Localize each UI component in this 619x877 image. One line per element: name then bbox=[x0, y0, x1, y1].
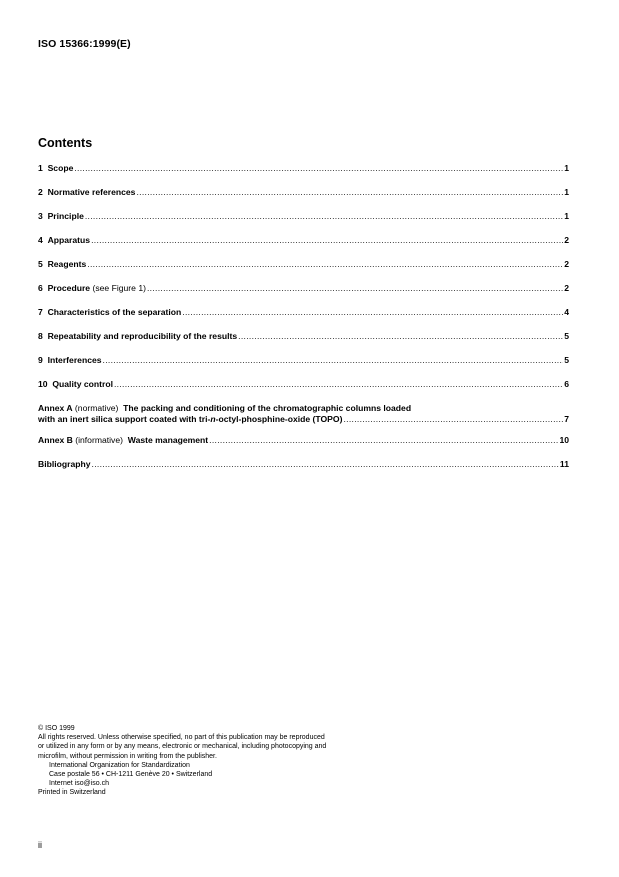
toc-entry-number: 2 bbox=[38, 187, 43, 197]
rights-line-1: All rights reserved. Unless otherwise specified, no part of this publication may be reproduced bbox=[38, 734, 325, 742]
toc-entry-title: Reagents bbox=[47, 259, 87, 269]
standard-id: ISO 15366:1999(E) bbox=[38, 38, 131, 50]
toc-entry-page: 5 bbox=[564, 331, 569, 341]
dot-leader bbox=[136, 187, 563, 198]
toc-entry-interferences[interactable] bbox=[38, 355, 569, 366]
toc-entry-quality-control[interactable] bbox=[38, 379, 569, 390]
dot-leader bbox=[92, 459, 559, 470]
dot-leader bbox=[182, 307, 563, 318]
toc-entry-number: 1 bbox=[38, 163, 43, 173]
toc-entry-title: Scope bbox=[47, 163, 74, 173]
copyright-line: © ISO 1999 bbox=[38, 725, 75, 732]
toc-entry-title: Characteristics of the separation bbox=[47, 307, 182, 317]
annex-label: Annex B bbox=[38, 435, 73, 445]
copyright-notice bbox=[38, 724, 326, 798]
toc-entry-procedure[interactable] bbox=[38, 283, 569, 294]
annex-note: (informative) bbox=[72, 435, 123, 445]
toc-entry-normative-references[interactable] bbox=[38, 187, 569, 198]
annex-title-line2-italic: n bbox=[210, 414, 216, 424]
dot-leader bbox=[238, 331, 563, 342]
toc-entry-number: 7 bbox=[38, 307, 43, 317]
dot-leader bbox=[91, 235, 563, 246]
toc-entry-page: 6 bbox=[564, 379, 569, 389]
toc-entry-page: 1 bbox=[564, 211, 569, 221]
toc-entry-repeatability[interactable] bbox=[38, 331, 569, 342]
toc-entry-page: 4 bbox=[564, 307, 569, 317]
toc-entry-title: Repeatability and reproducibility of the results bbox=[47, 331, 238, 341]
toc-entry-page: 1 bbox=[564, 187, 569, 197]
toc-entry-page: 7 bbox=[564, 414, 569, 424]
toc-entry-reagents[interactable] bbox=[38, 259, 569, 270]
toc-entry-title: Normative references bbox=[47, 187, 136, 197]
toc-entry-bibliography[interactable] bbox=[38, 459, 569, 470]
dot-leader bbox=[114, 379, 563, 390]
dot-leader bbox=[87, 259, 563, 270]
toc-entry-page: 2 bbox=[564, 259, 569, 269]
organization-name: International Organization for Standardization bbox=[49, 761, 190, 769]
toc-entry-title: Interferences bbox=[47, 355, 102, 365]
dot-leader bbox=[74, 163, 563, 174]
annex-label: Annex A bbox=[38, 403, 73, 413]
page-number: ii bbox=[38, 840, 42, 850]
annex-title-line1: The packing and conditioning of the chromatographic columns loaded bbox=[123, 403, 412, 413]
toc-entry-page: 2 bbox=[564, 283, 569, 293]
toc-entry-page: 2 bbox=[564, 235, 569, 245]
dot-leader bbox=[209, 435, 558, 446]
toc-entry-page: 11 bbox=[559, 459, 569, 469]
toc-entry-scope[interactable] bbox=[38, 163, 569, 174]
toc-entry-number: 6 bbox=[38, 283, 43, 293]
toc-entry-page: 1 bbox=[564, 163, 569, 173]
toc-entry-number: 9 bbox=[38, 355, 43, 365]
dot-leader bbox=[343, 414, 563, 425]
toc-entry-annex-b[interactable] bbox=[38, 435, 569, 446]
toc-entry-principle[interactable] bbox=[38, 211, 569, 222]
toc-entry-title: Bibliography bbox=[38, 459, 91, 469]
dot-leader bbox=[103, 355, 564, 366]
toc-entry-annex-a[interactable] bbox=[38, 403, 569, 425]
toc-entry-title: Principle bbox=[47, 211, 84, 221]
toc-entry-apparatus[interactable] bbox=[38, 235, 569, 246]
toc-entry-title: Procedure bbox=[47, 283, 91, 293]
annex-note: (normative) bbox=[72, 403, 119, 413]
organization-address: Case postale 56 • CH-1211 Genève 20 • Switzerland bbox=[49, 771, 213, 779]
dot-leader bbox=[147, 283, 563, 294]
annex-title-line2-b: -octyl-phosphine-oxide (TOPO) bbox=[215, 414, 343, 424]
toc-entry-title: Apparatus bbox=[47, 235, 91, 245]
toc-entry-note: (see Figure 1) bbox=[90, 283, 146, 293]
toc-entry-number: 8 bbox=[38, 331, 43, 341]
rights-line-2: or utilized in any form or by any means, electronic or mechanical, including photocopying and bbox=[38, 743, 327, 751]
toc-entry-title: Quality control bbox=[52, 379, 113, 389]
annex-title: Waste management bbox=[127, 435, 209, 445]
contents-title: Contents bbox=[38, 136, 93, 150]
toc-entry-characteristics[interactable] bbox=[38, 307, 569, 318]
annex-title-line2-a: with an inert silica support coated with tri- bbox=[38, 414, 211, 424]
toc-entry-number: 5 bbox=[38, 259, 43, 269]
table-of-contents bbox=[38, 163, 569, 483]
toc-entry-page: 5 bbox=[564, 355, 569, 365]
toc-entry-number: 3 bbox=[38, 211, 43, 221]
rights-line-3: microfilm, without permission in writing from the publisher. bbox=[38, 752, 217, 760]
toc-entry-number: 10 bbox=[38, 379, 48, 389]
toc-entry-page: 10 bbox=[559, 435, 569, 445]
organization-internet: Internet iso@iso.ch bbox=[49, 780, 110, 788]
printed-in: Printed in Switzerland bbox=[38, 789, 106, 797]
dot-leader bbox=[85, 211, 563, 222]
toc-entry-number: 4 bbox=[38, 235, 43, 245]
